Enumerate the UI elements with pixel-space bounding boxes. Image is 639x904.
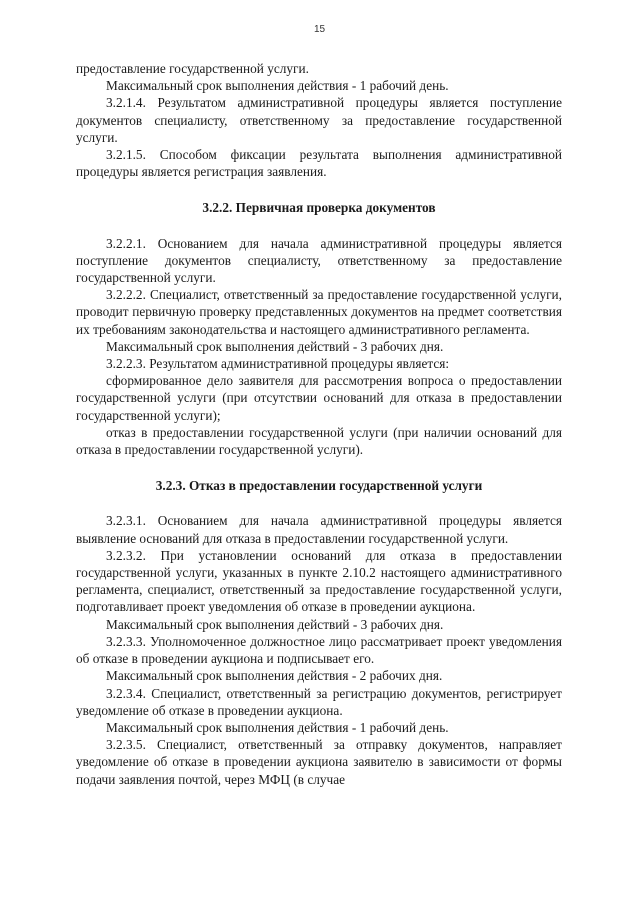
paragraph: Максимальный срок выполнения действий - 3 рабочих дня. <box>106 616 444 632</box>
paragraph: отказ в предоставлении государственной услуги (при наличии оснований для отказа в предоставлении государственной услуги). <box>76 424 562 458</box>
paragraph: 3.2.3.3. Уполномоченное должностное лицо рассматривает проект уведомления об отказе в проведении аукциона и подписывает его. <box>76 633 562 667</box>
paragraph: сформированное дело заявителя для рассмотрения вопроса о предоставлении государственной услуги (при отсутствии оснований для отказа в предоставлении государственной услуги); <box>76 373 562 423</box>
page-number: 15 <box>313 24 326 35</box>
section-primary-check <box>76 235 562 459</box>
paragraph: 3.2.1.4. Результатом административной процедуры является поступление документов специалисту, ответственному за предоставление государственной услуги. <box>76 95 562 145</box>
section-heading: 3.2.2. Первичная проверка документов <box>202 200 436 216</box>
paragraph: Максимальный срок выполнения действия - 1 рабочий день. <box>106 78 449 94</box>
paragraph: 3.2.1.5. Способом фиксации результата выполнения административной процедуры является регистрация заявления. <box>76 147 562 180</box>
paragraph: 3.2.2.3. Результатом административной процедуры является: <box>106 356 450 372</box>
section-top <box>76 60 562 180</box>
paragraph: предоставление государственной услуги. <box>76 61 309 76</box>
paragraph: 3.2.3.5. Специалист, ответственный за отправку документов, направляет уведомление об отказе в проведении аукциона заявителю в зависимости от формы подачи заявления почтой, через МФЦ (в случае <box>76 737 562 787</box>
paragraph: 3.2.3.2. При установлении оснований для отказа в предоставлении государственной услуги, указанных в пункте 2.10.2 настоящего административного регламента, специалист, ответственный за предоставление государственной услуги, подготавливает проект уведомления об отказе в проведении аукциона. <box>76 547 562 615</box>
document-body <box>76 60 562 788</box>
paragraph: 3.2.3.4. Специалист, ответственный за регистрацию документов, регистрирует уведомление об отказе в проведении аукциона. <box>76 685 562 718</box>
section-heading: 3.2.3. Отказ в предоставлении государственной услуги <box>155 478 483 494</box>
paragraph: Максимальный срок выполнения действий - 3 рабочих дня. <box>106 338 444 354</box>
section-refusal <box>76 512 562 787</box>
paragraph: 3.2.2.2. Специалист, ответственный за предоставление государственной услуги, проводит первичную проверку представленных документов на предмет соответствия их требованиям законодательства и настоящего административного регламента. <box>76 287 562 337</box>
paragraph: Максимальный срок выполнения действия - 1 рабочий день. <box>106 719 449 735</box>
paragraph: 3.2.3.1. Основанием для начала административной процедуры является выявление оснований для отказа в предоставлении государственной услуги. <box>76 513 562 546</box>
paragraph: 3.2.2.1. Основанием для начала административной процедуры является поступление документов специалисту, ответственному за предоставление государственной услуги. <box>76 235 562 286</box>
paragraph: Максимальный срок выполнения действия - 2 рабочих дня. <box>106 668 443 684</box>
